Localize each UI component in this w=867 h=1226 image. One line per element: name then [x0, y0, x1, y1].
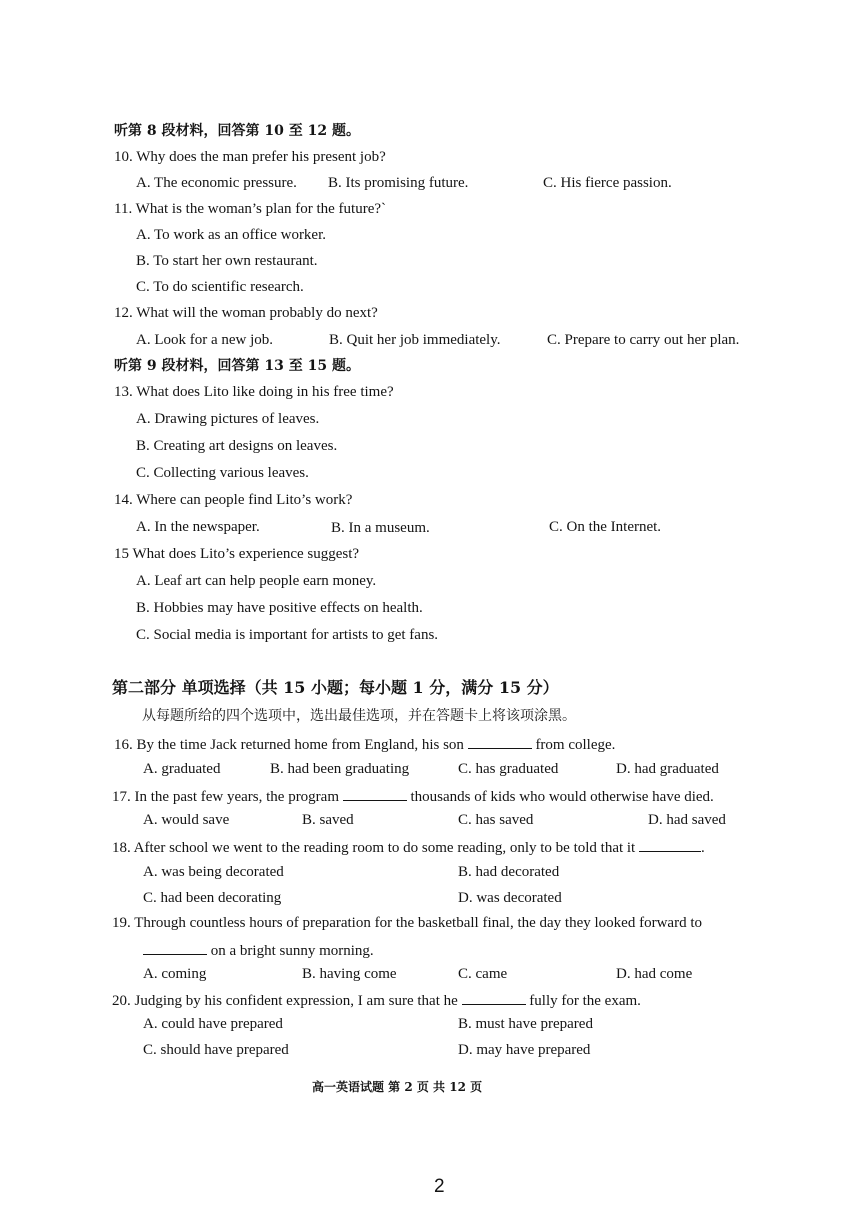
question-16-text-end: from college. — [535, 737, 616, 753]
passage-9-header: 听第 9 段材料，回答第 13 至 15 题。 — [114, 358, 360, 374]
question-20-stem — [112, 990, 641, 1010]
question-14-stem: 14. Where can people find Lito’s work? — [114, 492, 353, 508]
question-18-text: 18. After school we went to the reading room to do some reading, only to be told that it — [112, 840, 636, 856]
question-14-option-c: C. On the Internet. — [549, 519, 662, 535]
question-11-option-c: C. To do scientific research. — [136, 279, 304, 295]
question-17-option-a: A. would save — [143, 812, 230, 828]
question-19-stem: 19. Through countless hours of preparation for the basketball final, the day they looked forward to — [112, 915, 702, 931]
question-19-option-a: A. coming — [143, 966, 207, 982]
question-18-stem — [112, 837, 705, 857]
section-2-title: 第二部分 单项选择（共 15 小题；每小题 1 分，满分 15 分） — [112, 678, 559, 697]
question-18-option-a: A. was being decorated — [143, 864, 284, 880]
question-20-option-c: C. should have prepared — [143, 1042, 289, 1058]
question-18-blank — [639, 837, 701, 852]
question-14-option-b: B. In a museum. — [331, 520, 430, 536]
question-11-option-a: A. To work as an office worker. — [136, 227, 327, 243]
question-17-option-c: C. has saved — [458, 812, 534, 828]
question-18-option-c: C. had been decorating — [143, 890, 282, 906]
question-19-blank — [143, 940, 207, 955]
question-16-option-d: D. had graduated — [616, 761, 719, 777]
passage-8-header: 听第 8 段材料，回答第 10 至 12 题。 — [114, 123, 360, 139]
question-13-option-a: A. Drawing pictures of leaves. — [136, 411, 320, 427]
question-20-option-b: B. must have prepared — [458, 1016, 593, 1032]
question-15-option-a: A. Leaf art can help people earn money. — [136, 573, 377, 589]
question-18-option-b: B. had decorated — [458, 864, 560, 880]
question-16-stem — [114, 734, 615, 754]
question-12-option-b: B. Quit her job immediately. — [329, 332, 501, 348]
question-17-text-end: thousands of kids who would otherwise have died. — [410, 789, 714, 805]
question-19-option-c: C. came — [458, 966, 508, 982]
question-10-option-c: C. His fierce passion. — [543, 175, 672, 191]
question-16-option-a: A. graduated — [143, 761, 221, 777]
question-19-option-d: D. had come — [616, 966, 693, 982]
question-15-option-b: B. Hobbies may have positive effects on health. — [136, 600, 423, 616]
question-15-stem: 15 What does Lito’s experience suggest? — [114, 546, 360, 562]
question-16-option-c: C. has graduated — [458, 761, 559, 777]
question-20-text-end: fully for the exam. — [529, 993, 641, 1009]
question-12-option-a: A. Look for a new job. — [136, 332, 274, 348]
question-11-option-b: B. To start her own restaurant. — [136, 253, 318, 269]
question-17-option-d: D. had saved — [648, 812, 726, 828]
page-number: 2 — [434, 1176, 445, 1197]
question-18-text-end: . — [700, 840, 705, 856]
question-10-option-b: B. Its promising future. — [328, 175, 469, 191]
question-16-text: 16. By the time Jack returned home from England, his son — [114, 737, 464, 753]
question-13-option-b: B. Creating art designs on leaves. — [136, 438, 338, 454]
question-11-stem: 11. What is the woman’s plan for the future?` — [114, 201, 387, 217]
question-14-option-a: A. In the newspaper. — [136, 519, 260, 535]
question-17-option-b: B. saved — [302, 812, 354, 828]
page-footer: 高一英语试题 第 2 页 共 12 页 — [312, 1080, 483, 1094]
question-12-stem: 12. What will the woman probably do next? — [114, 305, 378, 321]
question-16-blank — [468, 734, 532, 749]
question-13-stem: 13. What does Lito like doing in his free time? — [114, 384, 394, 400]
question-20-text: 20. Judging by his confident expression, I am sure that he — [112, 993, 458, 1009]
question-10-stem: 10. Why does the man prefer his present job? — [114, 149, 386, 165]
question-18-option-d: D. was decorated — [458, 890, 562, 906]
question-20-option-a: A. could have prepared — [143, 1016, 283, 1032]
question-17-stem — [112, 786, 714, 806]
question-19-stem-continued — [143, 940, 374, 960]
question-17-blank — [343, 786, 407, 801]
question-20-blank — [462, 990, 526, 1005]
question-20-option-d: D. may have prepared — [458, 1042, 591, 1058]
question-10-option-a: A. The economic pressure. — [136, 175, 297, 191]
question-15-option-c: C. Social media is important for artists to get fans. — [136, 627, 439, 643]
question-12-option-c: C. Prepare to carry out her plan. — [547, 332, 740, 348]
question-19-text-end: on a bright sunny morning. — [210, 943, 374, 959]
question-16-option-b: B. had been graduating — [270, 761, 410, 777]
question-13-option-c: C. Collecting various leaves. — [136, 465, 309, 481]
section-2-instruction: 从每题所给的四个选项中，选出最佳选项，并在答题卡上将该项涂黑。 — [142, 708, 576, 724]
question-17-text: 17. In the past few years, the program — [112, 789, 340, 805]
question-19-option-b: B. having come — [302, 966, 397, 982]
